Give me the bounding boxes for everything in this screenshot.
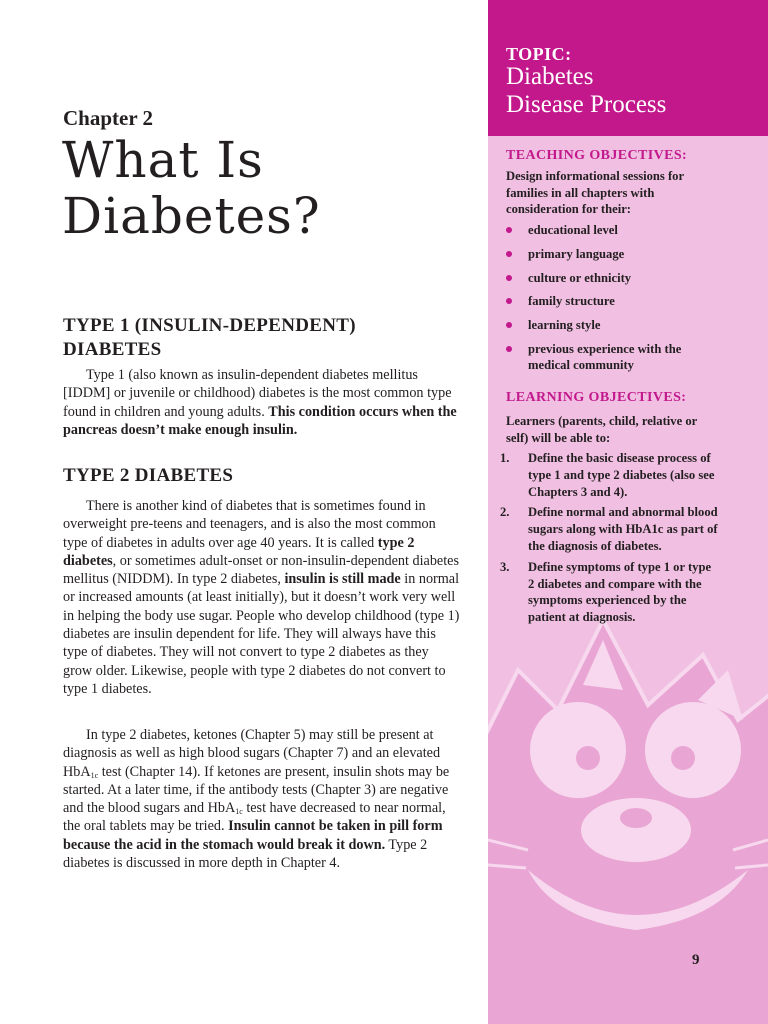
bullet-dot-icon — [506, 251, 512, 257]
bullet-dot-icon — [506, 275, 512, 281]
hba1c-subscript: 1c — [90, 770, 99, 780]
type2-p2-text3: test have decreased to near normal, the oral tablets may be tried. — [63, 800, 446, 835]
chapter-title — [62, 132, 462, 244]
list-item — [500, 559, 718, 626]
list-item-text: learning style — [528, 318, 601, 333]
type2-p2-text4: Type 2 diabetes is discussed in more depth in Chapter 4. — [63, 836, 428, 872]
list-item — [500, 450, 718, 500]
topic-box — [488, 0, 768, 136]
list-item-number: 1. — [500, 451, 510, 465]
type1-paragraph — [63, 366, 461, 439]
chapter-title-line2: Diabetes? — [62, 187, 321, 245]
learning-objectives-list — [500, 450, 730, 630]
type2-p2-bold1: Insulin cannot be taken in pill form because the acid in the stomach would break it down. — [63, 818, 443, 853]
list-item-text: family structure — [528, 294, 615, 309]
cartoon-cat-illustration — [488, 600, 768, 1024]
teaching-objectives-list — [506, 222, 736, 381]
list-item-text: Define the basic disease process of type 1 and type 2 diabetes (also see Chapters 3 and 4). — [528, 451, 715, 499]
list-item — [506, 222, 718, 239]
learning-objectives-intro: Learners (parents, child, relative or self) will be able to: — [506, 414, 697, 445]
topic-title — [506, 63, 756, 119]
list-item-text: Define normal and abnormal blood sugars along with HbA1c as part of the diagnosis of diabetes. — [528, 505, 718, 553]
type2-heading: TYPE 2 DIABETES — [63, 465, 234, 486]
type2-p1-text1: There is another kind of diabetes that is sometimes found in overweight pre-teens and teenagers, and is also the most common type of diabetes in adults over age 40 years. It is called — [63, 498, 436, 551]
bullet-dot-icon — [506, 346, 512, 352]
list-item — [506, 246, 718, 263]
list-item — [506, 341, 718, 374]
topic-title-line2: Disease Process — [506, 91, 667, 118]
list-item-text: previous experience with the medical community — [528, 341, 682, 373]
list-item — [500, 504, 718, 554]
teaching-objectives-intro: Design informational sessions for families in all chapters with consideration for their: — [506, 169, 684, 216]
type2-p1-text2: , or sometimes adult-onset or non-insulin-dependent diabetes mellitus (NIDDM). In type 2 diabetes, — [63, 552, 459, 588]
list-item — [506, 293, 718, 310]
type1-bold: This condition occurs when the pancreas doesn’t make enough insulin. — [63, 403, 457, 438]
type2-paragraph-1 — [63, 497, 461, 698]
bullet-dot-icon — [506, 298, 512, 304]
type2-p1-bold1: type 2 diabetes — [63, 534, 415, 569]
list-item-text: culture or ethnicity — [528, 270, 632, 285]
list-item-text: Define symptoms of type 1 or type 2 diabetes and compare with the symptoms experienced by the patient at diagnosis. — [528, 559, 712, 625]
type2-p2-text1: In type 2 diabetes, ketones (Chapter 5) may still be present at diagnosis as well as high blood sugars (Chapter 7) and an elevated HbA — [63, 727, 441, 780]
type2-p1-bold2: insulin is still made — [284, 571, 401, 588]
chapter-title-line1: What Is — [62, 131, 264, 189]
list-item-text: educational level — [528, 223, 618, 237]
topic-sidebar — [488, 0, 768, 1024]
type2-p1-text3: in normal or increased amounts (at least initially), but it doesn’t work very well in helping the body use sugar. People who develop childhood (type 1) diabetes are insulin dependent for life. They will always have this type of diabetes. They will not convert to type 2 diabetes as they grow older. Likewise, people with type 2 diabetes do not convert to type 1 diabetes. — [63, 571, 460, 697]
chapter-label: Chapter 2 — [63, 106, 154, 130]
list-item — [506, 317, 718, 334]
list-item-number: 2. — [500, 505, 510, 520]
type1-heading-line2: DIABETES — [63, 339, 162, 360]
type2-p2-text2: test (Chapter 14). If ketones are present, insulin shots may be started. At a later time, if the antibody tests (Chapter 3) are negative and the blood sugars and HbA — [63, 763, 450, 817]
list-item-number: 3. — [500, 559, 510, 574]
type2-paragraph-2 — [63, 726, 461, 872]
type1-heading-line1: TYPE 1 (INSULIN-DEPENDENT) — [63, 315, 356, 336]
type1-heading — [63, 314, 443, 362]
learning-objectives-heading: LEARNING OBJECTIVES: — [506, 390, 687, 405]
topic-title-line1: Diabetes — [506, 63, 594, 90]
teaching-objectives-heading: TEACHING OBJECTIVES: — [506, 148, 688, 163]
type1-text: Type 1 (also known as insulin-dependent diabetes mellitus [IDDM] or juvenile or childhood) diabetes is the most common type found in children and young adults. — [63, 367, 452, 420]
topic-label: TOPIC: — [506, 44, 572, 64]
bullet-dot-icon — [506, 227, 512, 233]
bullet-dot-icon — [506, 322, 512, 328]
hba1c-subscript: 1c — [235, 807, 243, 817]
page-number: 9 — [692, 952, 700, 968]
list-item-text: primary language — [528, 246, 625, 261]
list-item — [506, 270, 718, 287]
